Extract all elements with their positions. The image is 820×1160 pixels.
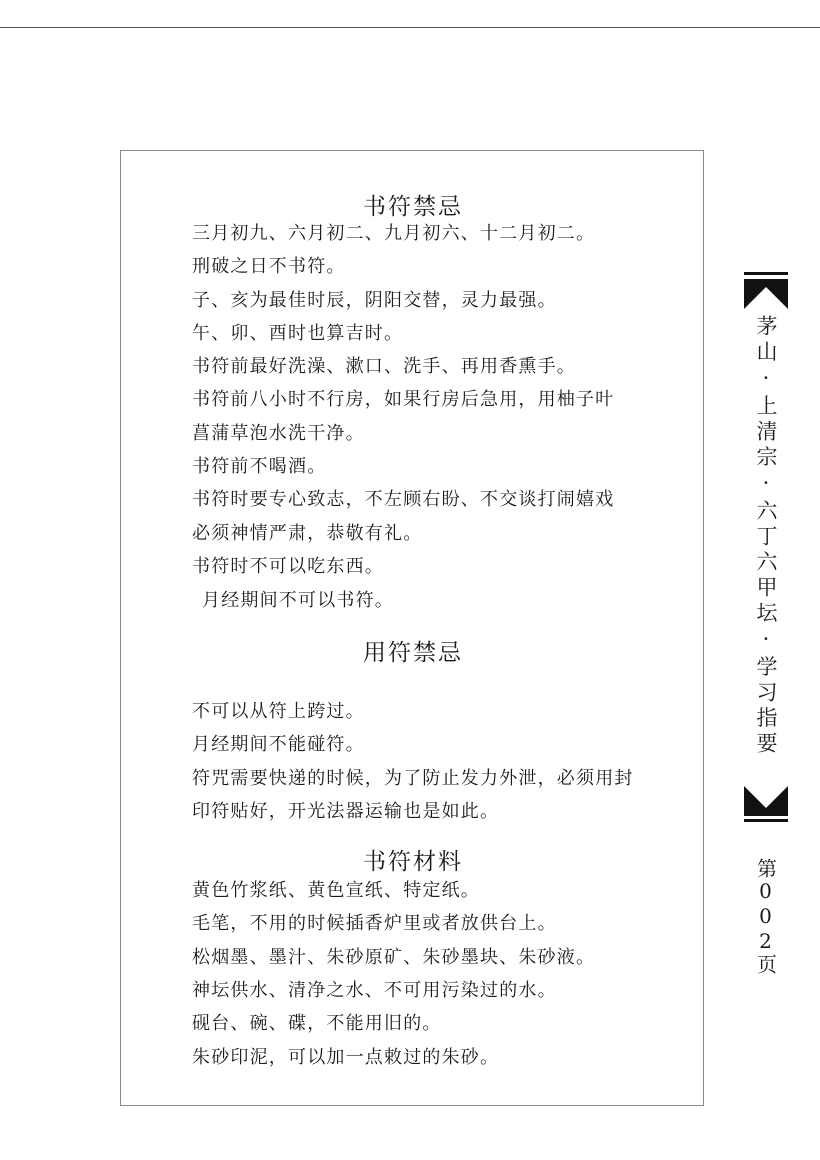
text-line: 不可以从符上跨过。 bbox=[192, 701, 365, 722]
text-line: 书符前八小时不行房，如果行房后急用，用柚子叶 bbox=[192, 389, 615, 410]
text-line: 必须神情严肃，恭敬有礼。 bbox=[192, 523, 423, 544]
text-line: 书符时不可以吃东西。 bbox=[192, 556, 384, 577]
sidebar-title: 茅山·上清宗·六丁六甲坛·学习指要 bbox=[754, 315, 778, 758]
page-number: 第002页 bbox=[753, 858, 778, 975]
sidebar-bottom-marker-icon bbox=[744, 786, 788, 816]
text-line: 毛笔，不用的时候插香炉里或者放供台上。 bbox=[192, 913, 557, 934]
text-line: 刑破之日不书符。 bbox=[192, 256, 346, 277]
text-line: 月经期间不可以书符。 bbox=[202, 590, 394, 611]
content-box bbox=[120, 150, 704, 1106]
text-line: 三月初九、六月初二、九月初六、十二月初二。 bbox=[192, 223, 596, 244]
section-title-writing-taboos: 书符禁忌 bbox=[363, 194, 463, 220]
sidebar-top-marker-icon bbox=[744, 279, 788, 309]
section-title-materials: 书符材料 bbox=[363, 849, 463, 875]
sidebar-top-rule bbox=[744, 272, 788, 275]
text-line: 菖蒲草泡水洗干净。 bbox=[192, 423, 365, 444]
text-line: 子、亥为最佳时辰，阴阳交替，灵力最强。 bbox=[192, 290, 557, 311]
text-line: 松烟墨、墨汁、朱砂原矿、朱砂墨块、朱砂液。 bbox=[192, 947, 596, 968]
text-line: 午、卯、酉时也算吉时。 bbox=[192, 323, 404, 344]
text-line: 符咒需要快递的时候，为了防止发力外泄，必须用封 bbox=[192, 768, 634, 789]
text-line: 月经期间不能碰符。 bbox=[192, 734, 365, 755]
text-line: 印符贴好，开光法器运输也是如此。 bbox=[192, 801, 500, 822]
sidebar-bottom-rule bbox=[744, 819, 788, 822]
top-rule bbox=[0, 27, 820, 28]
text-line: 书符前最好洗澡、漱口、洗手、再用香熏手。 bbox=[192, 356, 576, 377]
text-line: 黄色竹浆纸、黄色宣纸、特定纸。 bbox=[192, 880, 480, 901]
text-line: 书符前不喝酒。 bbox=[192, 456, 327, 477]
text-line: 砚台、碗、碟，不能用旧的。 bbox=[192, 1013, 442, 1034]
text-line: 书符时要专心致志，不左顾右盼、不交谈打闹嬉戏 bbox=[192, 489, 615, 510]
section-title-usage-taboos: 用符禁忌 bbox=[363, 640, 463, 666]
text-line: 朱砂印泥，可以加一点敕过的朱砂。 bbox=[192, 1047, 500, 1068]
text-line: 神坛供水、清净之水、不可用污染过的水。 bbox=[192, 980, 557, 1001]
